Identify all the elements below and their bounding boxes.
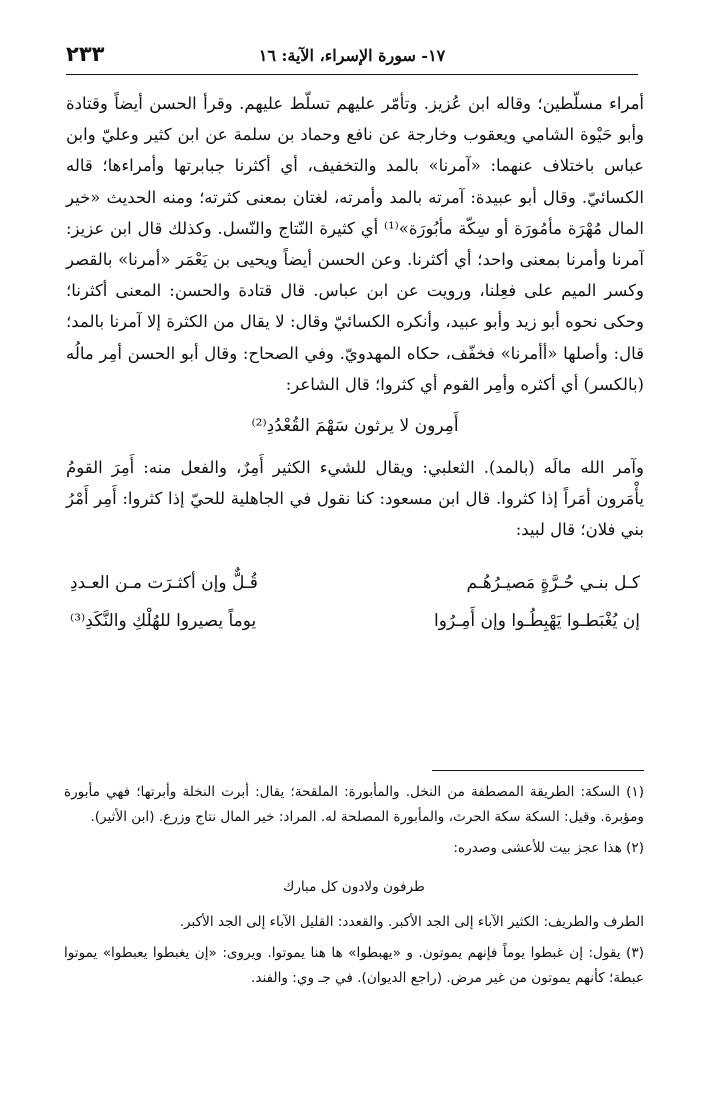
paragraph-1: أمراء مسلّطين؛ وقاله ابن عُزيز. وتأمّر عليهم تسلّط عليهم. وقرأ الحسن أيضاً وقتادة وأبو حَيْوة الشامي ويعقوب وخارجة عن نافع وحماد بن سلمة عن ابن كثير وعليّ وابن عباس باختلاف عنهما: «آمرنا» بالمد والتخفيف، أي أكثرنا جبابرتها وأمراءها؛ قاله الكسائيّ. وقال أبو عبيدة: آمرته بالمد وأمرته، لغتان بمعنى كثرته؛ ومنه الحديث «خير المال مُهْرَة مأمُورَة أو سِكّة مأبُورَة»⁽¹⁾ أي كثيرة النّتاج والنّسل. وكذلك قال ابن عزيز: آمرنا وأمرنا بمعنى واحد؛ أي أكثرنا. وعن الحسن أيضاً ويحيى بن يَعْمَر «أمرنا» بالقصر وكسر الميم على فعِلنا، ورويت عن ابن عباس. قال قتادة والحسن: المعنى أكثرنا؛ وحكى نحوه أبو زيد وأبو عبيد، وأنكره الكسائيّ وقال: لا يقال من الكثرة إلا آمرنا بالمد؛ قال: وأصلها «أأمرنا» فخفّف، حكاه المهدويّ. وفي الصحاح: وقال أبو الحسن أمِر مالُه (بالكسر) أي أكثره وأمِر القوم أي كثروا؛ قال الشاعر: bbox=[66, 94, 644, 394]
couplet-2-first-hemistich: إن يُغْبَطـوا يَهْبِطُـوا وإن أَمِـرُوا bbox=[434, 610, 640, 631]
quoted-verse: أَمِرون لا يرثون سَهْمَ القُعْدُدِ⁽²⁾ bbox=[251, 416, 459, 437]
footnote-2-verse: طرفون ولادون كل مبارك bbox=[283, 879, 425, 895]
couplet-1 bbox=[66, 564, 644, 602]
couplet-2 bbox=[66, 602, 644, 640]
main-text bbox=[66, 88, 644, 640]
couplet-1-first-hemistich: كـل بنـي حُـرَّةٍ مَصيـرُهُـم bbox=[466, 572, 640, 593]
footnote-2-gloss: الطرف والطريف: الكثير الآباء إلى الجد الأكبر. والقعدد: القليل الآباء إلى الجد الأكبر. bbox=[179, 914, 644, 930]
footnote-3: (٣) يقول: إن غبطوا يوماً فإنهم يموتون. و «يهبطوا» ها هنا يموتوا. ويروى: «إن يغبطوا يعبطوا» يموتوا عبطة؛ كأنهم يموتون من غير مرض. (راجع الديوان). في جـ وي: والفند. bbox=[64, 945, 644, 986]
poem-couplets bbox=[66, 564, 644, 640]
footnote-2: (٢) هذا عجز بيت للأعشى وصدره: bbox=[453, 840, 644, 856]
couplet-1-second-hemistich: قُـلٌّ وإن أكثـرَت مـن العـددِ bbox=[70, 572, 258, 593]
couplet-2-second-hemistich: يوماً يصيروا للهُلْكِ والنَّكَدِ⁽³⁾ bbox=[70, 610, 257, 631]
page-number: ٢٣٣ bbox=[66, 42, 105, 66]
running-title: ١٧- سورة الإسراء، الآية: ١٦ bbox=[258, 46, 446, 65]
page-header bbox=[66, 40, 638, 75]
paragraph-2: وآمر الله مالَه (بالمد). الثعلبي: ويقال للشيء الكثير أَمِرٌ، والفعل منه: أَمِرَ القومُ يأْمَرون أمَراً إذا كثروا. قال ابن مسعود: كنا نقول في الجاهلية للحيّ إذا كثروا: أَمِر أَمْرُ بني فلان؛ قال لبيد: bbox=[66, 458, 644, 540]
footnote-1: (١) السكة: الطريقة المصطفة من النخل. والمأبورة: الملقحة؛ يقال: أبرت النخلة وأبرتها؛ فهي مأبورة ومؤبرة. وقيل: السكة سكة الحرث، والمأبورة المصلحة له. المراد: خير المال نتاج وزرع. (ابن الأثير). bbox=[64, 784, 644, 825]
footnote-separator bbox=[432, 770, 644, 771]
footnotes bbox=[64, 780, 644, 991]
